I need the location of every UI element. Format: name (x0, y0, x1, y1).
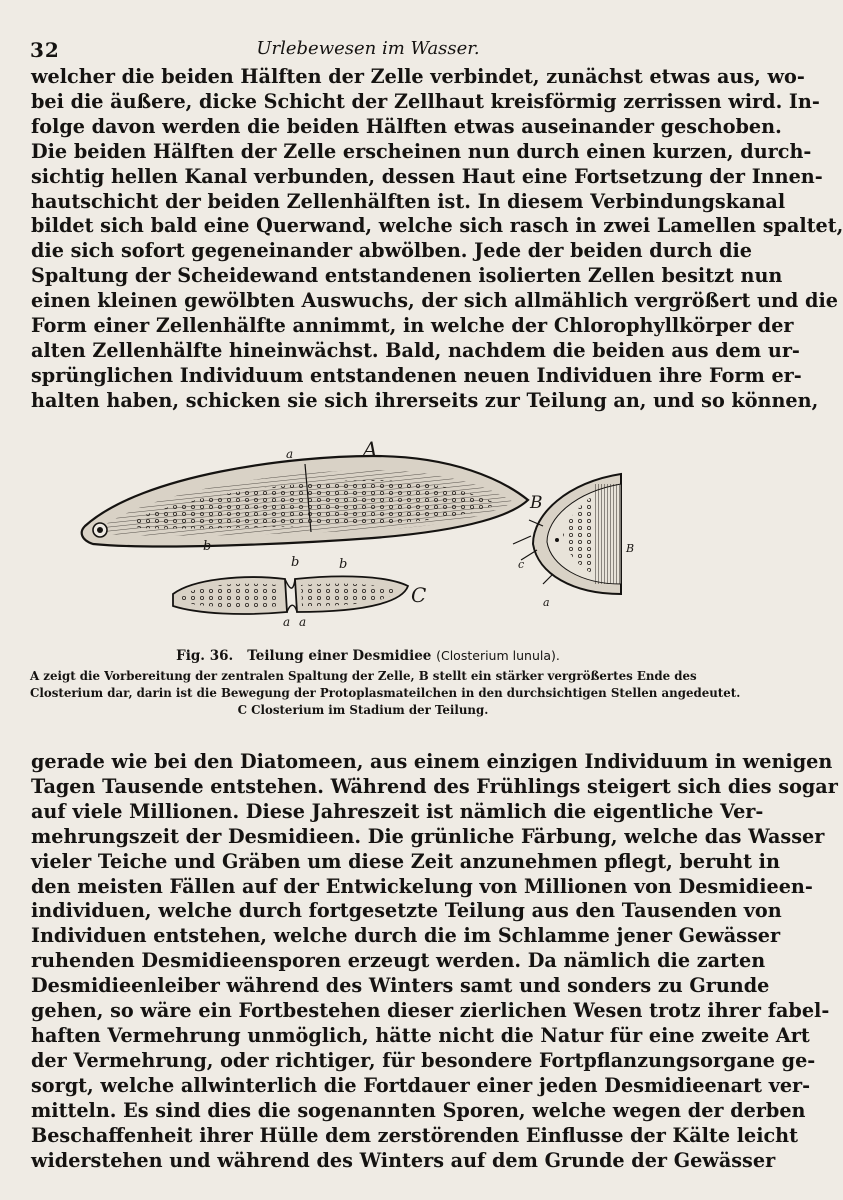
text-line: einen kleinen gewölbten Auswuchs, der sich allmählich vergrößert und die (31, 289, 838, 313)
text-line: bildet sich bald eine Querwand, welche sich rasch in zwei Lamellen spaltet, (31, 214, 843, 238)
figure-c-cell (173, 576, 408, 614)
text-line: widerstehen und während des Winters auf dem Grunde der Gewässer (31, 1148, 776, 1172)
label-C: C (411, 583, 427, 607)
figure-description-line: A zeigt die Vorbereitung der zentralen Spaltung der Zelle, B stellt ein stärker vergrößertes Ende des (30, 669, 697, 683)
figure-b-cell-end (513, 474, 621, 594)
text-line: Tagen Tausende entstehen. Während des Frühlings steigert sich dies sogar (31, 774, 838, 798)
page-number: 32 (30, 38, 60, 62)
text-line: alten Zellenhälfte hineinwächst. Bald, nachdem die beiden aus dem ur- (31, 338, 800, 362)
text-line: halten haben, schicken sie sich ihrerseits zur Teilung an, und so können, (31, 388, 819, 412)
label-a-top: a (286, 447, 294, 461)
text-line: ruhenden Desmidieensporen erzeugt werden. Da nämlich die zarten (31, 949, 766, 973)
text-line: auf viele Millionen. Diese Jahreszeit ist nämlich die eigentliche Ver- (31, 799, 764, 823)
figure-title: Teilung einer Desmidiee (247, 648, 432, 664)
text-line: sorgt, welche allwinterlich die Fortdauer einer jeden Desmidieenart ver- (31, 1073, 811, 1097)
body-text-top (31, 65, 843, 414)
figure-latin-name: (Closterium lunula). (436, 648, 560, 663)
text-line: bei die äußere, dicke Schicht der Zellhaut kreisförmig zerrissen wird. In- (31, 89, 820, 113)
text-line: sichtig hellen Kanal verbunden, dessen Haut eine Fortsetzung der Innen- (31, 164, 823, 188)
figure-description-line: C Closterium im Stadium der Teilung. (237, 703, 489, 717)
text-line: haften Vermehrung unmöglich, hätte nicht die Natur für eine zweite Art (31, 1023, 810, 1047)
figure-caption (0, 648, 736, 664)
label-a-side: a (543, 596, 550, 609)
figure-a-cell (82, 456, 528, 546)
text-line: welcher die beiden Hälften der Zelle verbindet, zunächst etwas aus, wo- (31, 65, 805, 88)
figure-number: Fig. 36. (176, 648, 234, 664)
text-line: individuen, welche durch fortgesetzte Teilung aus den Tausenden von (31, 899, 782, 923)
label-c-side: c (518, 558, 525, 571)
body-text-bottom (31, 750, 838, 1173)
label-A: A (363, 437, 378, 461)
text-line: folge davon werden die beiden Hälften etwas auseinander geschoben. (31, 114, 782, 138)
text-line: die sich sofort gegeneinander abwölben. Jede der beiden durch die (31, 239, 753, 263)
text-line: hautschicht der beiden Zellenhälften ist. In diesem Verbindungskanal (31, 189, 786, 213)
text-line: Form einer Zellenhälfte annimmt, in welche der Chlorophyllkörper der (31, 314, 794, 338)
text-line: mehrungszeit der Desmidieen. Die grünliche Färbung, welche das Wasser (31, 824, 825, 848)
text-line: mitteln. Es sind dies die sogenannten Sporen, welche wegen der derben (31, 1098, 806, 1122)
figure-description-line: Closterium dar, darin ist die Bewegung der Protoplasmateilchen in den durchsichtigen Stellen angedeutet. (30, 686, 741, 700)
figure-description (30, 668, 741, 719)
text-line: Spaltung der Scheidewand entstandenen isolierten Zellen besitzt nun (31, 264, 783, 288)
text-line: gerade wie bei den Diatomeen, aus einem einzigen Individuum in wenigen (31, 750, 833, 773)
text-line: Die beiden Hälften der Zelle erscheinen nun durch einen kurzen, durch- (31, 139, 812, 163)
text-line: Beschaffenheit ihrer Hülle dem zerstörenden Einflusse der Kälte leicht (31, 1123, 798, 1147)
text-line: sprünglichen Individuum entstandenen neuen Individuen ihre Form er- (31, 363, 802, 387)
text-line: vieler Teiche und Gräben um diese Zeit anzunehmen pflegt, beruht in (31, 849, 780, 873)
label-a-bottom-2: a (299, 615, 307, 629)
text-line: Individuen entstehen, welche durch die im Schlamme jener Gewässer (31, 924, 781, 948)
label-a-bottom-1: a (283, 615, 291, 629)
running-title: Urlebewesen im Wasser. (256, 38, 480, 59)
label-b-mid: b (291, 555, 300, 570)
label-b-right: b (339, 557, 348, 572)
label-B-upper: B (530, 493, 543, 513)
label-b-left: b (203, 539, 212, 554)
label-B-side: B (626, 542, 635, 555)
text-line: der Vermehrung, oder richtiger, für besondere Fortpflanzungsorgane ge- (31, 1048, 816, 1072)
closterium-illustration (73, 434, 671, 634)
text-line: den meisten Fällen auf der Entwickelung von Millionen von Desmidieen- (31, 874, 813, 898)
text-line: gehen, so wäre ein Fortbestehen dieser zierlichen Wesen trotz ihrer fabel- (31, 999, 830, 1023)
text-line: Desmidieenleiber während des Winters samt und sonders zu Grunde (31, 974, 770, 998)
